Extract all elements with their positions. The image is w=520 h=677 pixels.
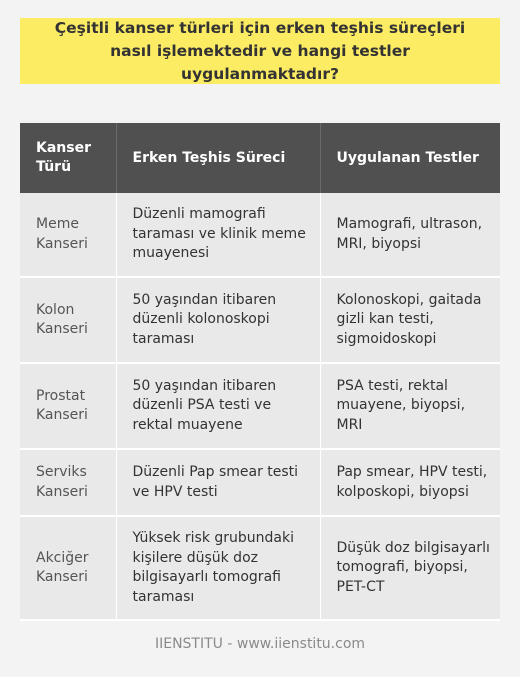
cell-early-diagnosis: Düzenli mamografi taraması ve klinik meme muayenesi: [116, 193, 320, 277]
cell-tests: Pap smear, HPV testi, kolposkopi, biyopsi: [320, 449, 500, 516]
header-early-diagnosis: Erken Teşhis Süreci: [116, 123, 320, 193]
cell-tests: PSA testi, rektal muayene, biyopsi, MRI: [320, 363, 500, 449]
cell-early-diagnosis: 50 yaşından itibaren düzenli kolonoskopi taraması: [116, 277, 320, 363]
table-row: [20, 449, 500, 516]
cancer-screening-table: [20, 123, 500, 621]
header-tests: Uygulanan Testler: [320, 123, 500, 193]
cell-cancer-type: Akciğer Kanseri: [20, 516, 116, 620]
footer-credit: IIENSTITU - www.iienstitu.com: [154, 636, 366, 652]
page-title: Çeşitli kanser türleri için erken teşhis süreçleri nasıl işlemektedir ve hangi testler uygulanmaktadır?: [54, 18, 466, 83]
cell-tests: Kolonoskopi, gaitada gizli kan testi, sigmoidoskopi: [320, 277, 500, 363]
cell-cancer-type: Kolon Kanseri: [20, 277, 116, 363]
cell-cancer-type: Prostat Kanseri: [20, 363, 116, 449]
table-row: [20, 516, 500, 620]
title-banner: [20, 18, 500, 84]
table-header-row: [20, 123, 500, 193]
cell-early-diagnosis: 50 yaşından itibaren düzenli PSA testi ve rektal muayene: [116, 363, 320, 449]
cell-tests: Düşük doz bilgisayarlı tomografi, biyopsi, PET-CT: [320, 516, 500, 620]
cell-cancer-type: Meme Kanseri: [20, 193, 116, 277]
cell-cancer-type: Serviks Kanseri: [20, 449, 116, 516]
table-row: [20, 193, 500, 277]
table-row: [20, 277, 500, 363]
table-row: [20, 363, 500, 449]
header-cancer-type: Kanser Türü: [20, 123, 116, 193]
cell-early-diagnosis: Yüksek risk grubundaki kişilere düşük doz bilgisayarlı tomografi taraması: [116, 516, 320, 620]
cell-tests: Mamografi, ultrason, MRI, biyopsi: [320, 193, 500, 277]
cell-early-diagnosis: Düzenli Pap smear testi ve HPV testi: [116, 449, 320, 516]
